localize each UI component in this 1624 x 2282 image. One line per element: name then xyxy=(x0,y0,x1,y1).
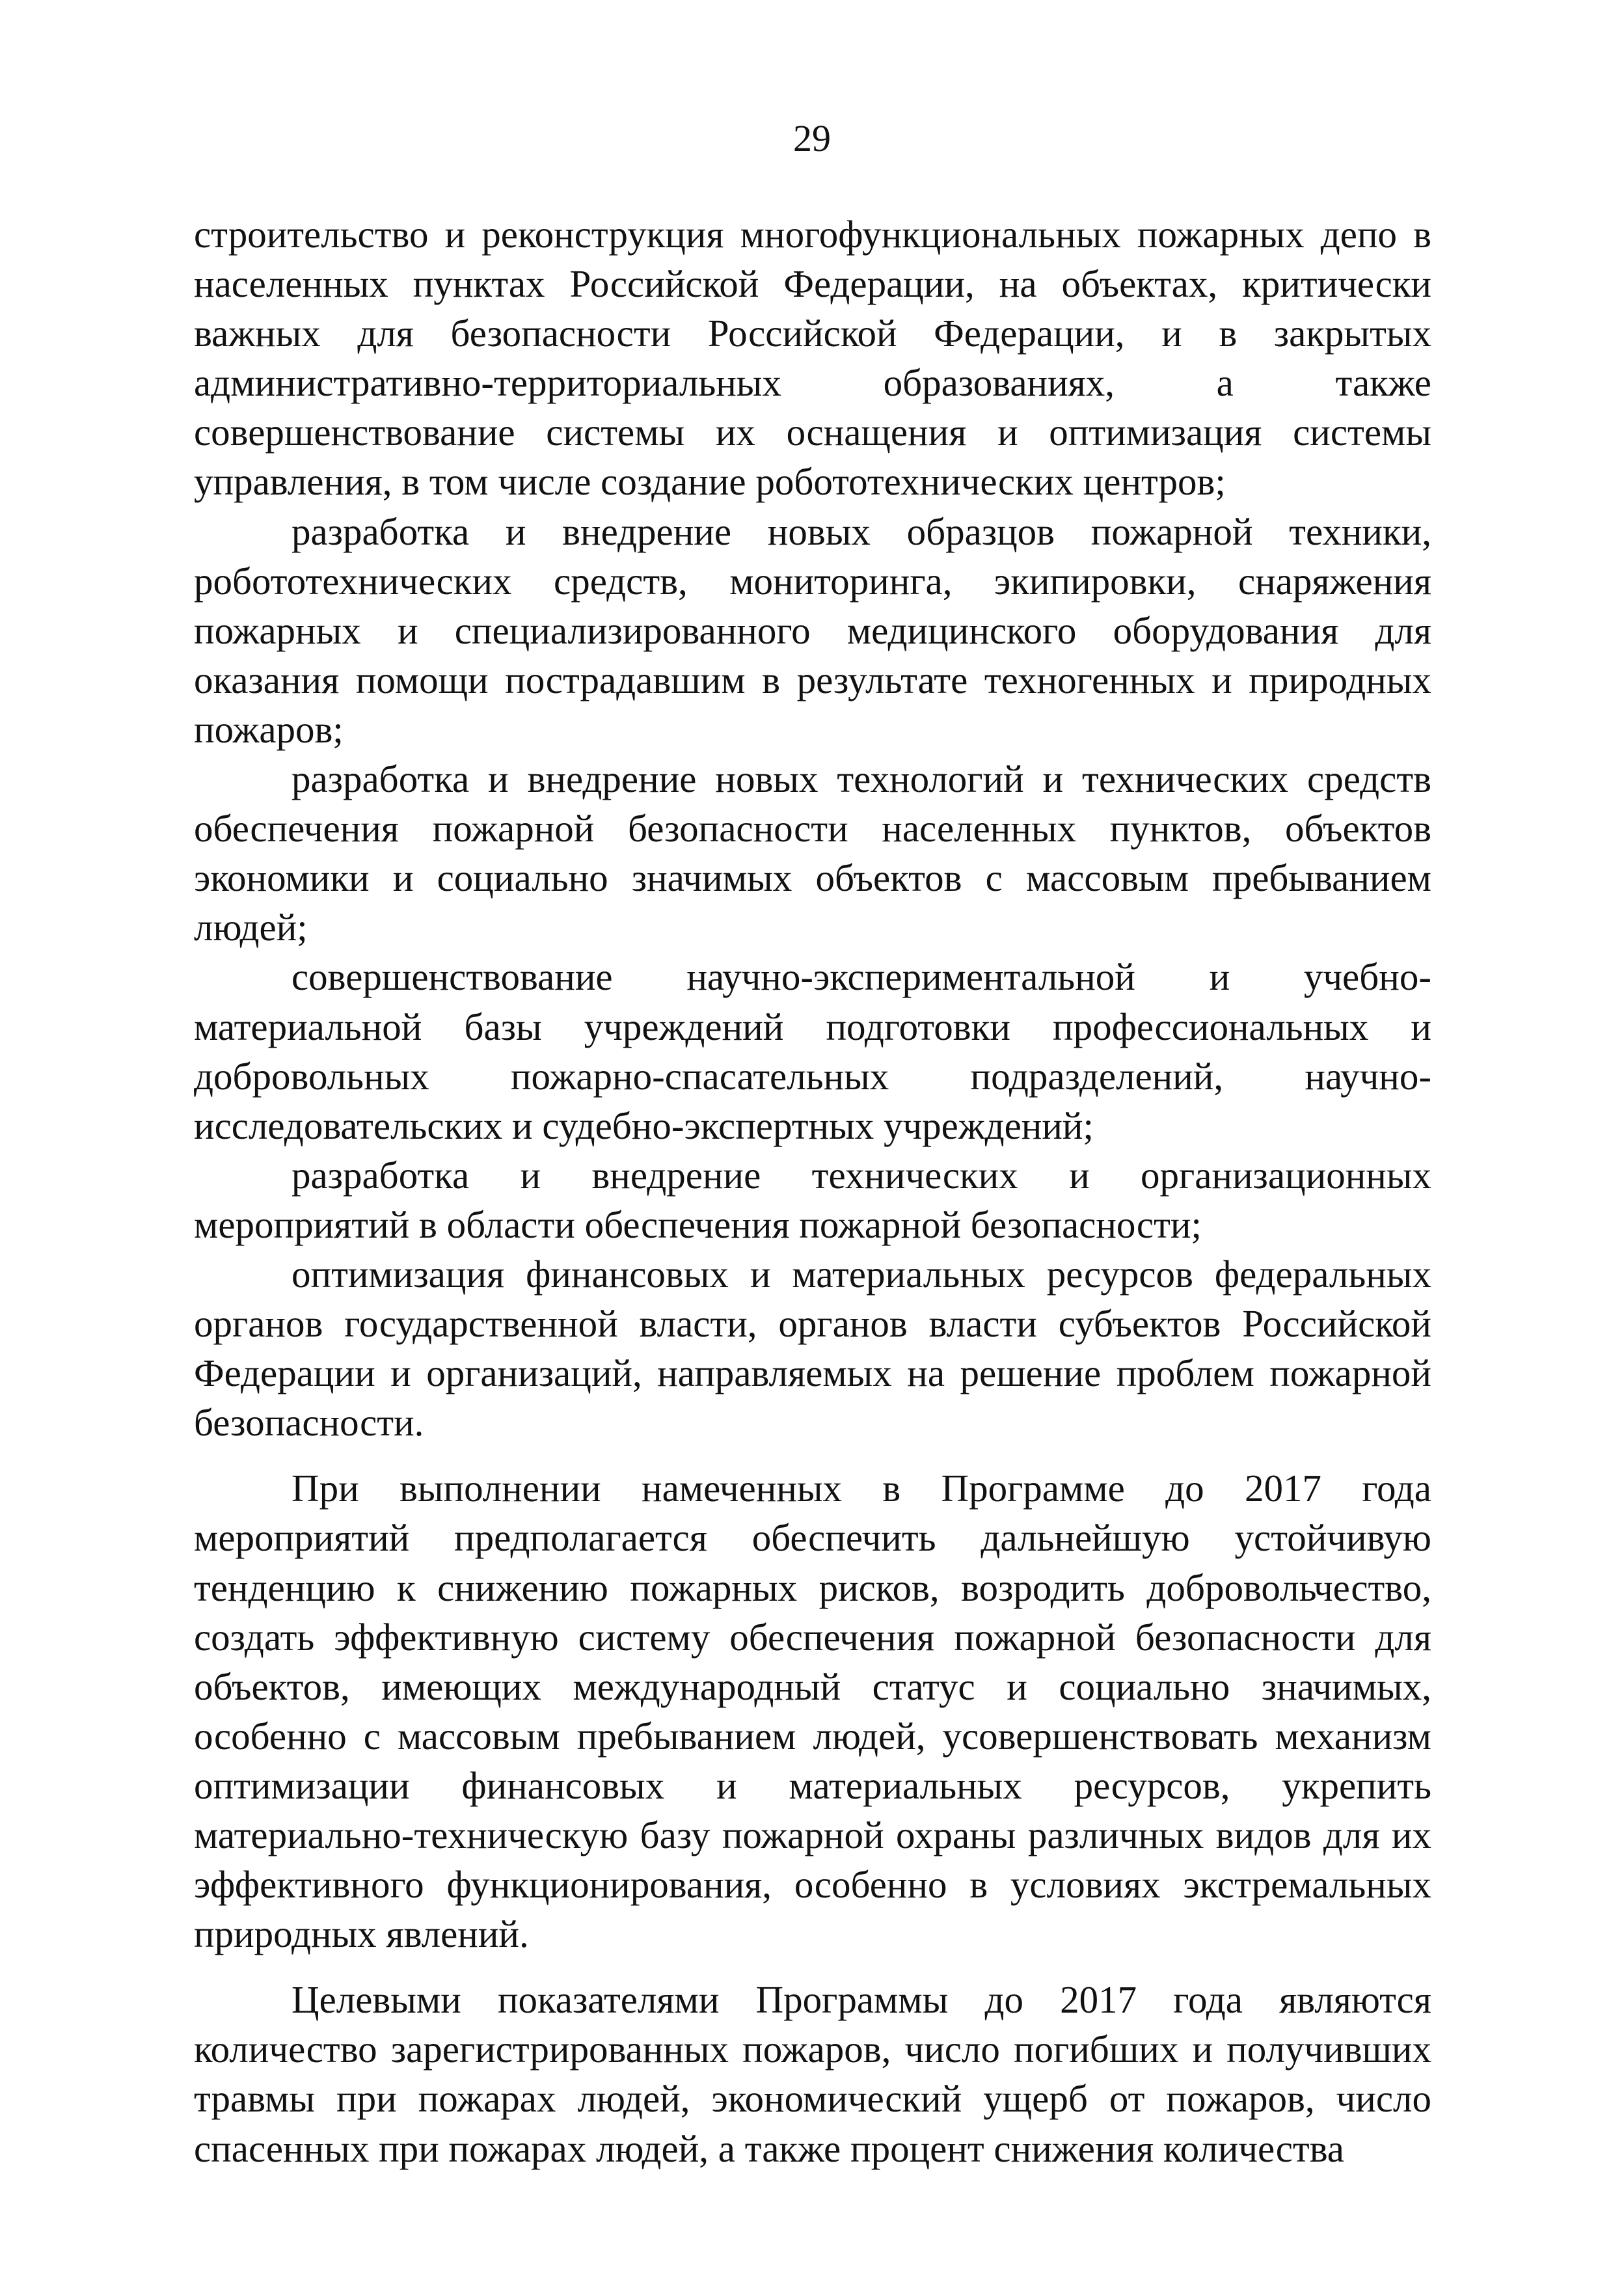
paragraph-2: разработка и внедрение новых образцов пожарной техники, робототехнических средств, мониторинга, экипировки, снаряжения пожарных и специализированного медицинского оборудования для оказания помощи пострадавшим в результате техногенных и природных пожаров; xyxy=(194,509,1431,751)
paragraph-6: оптимизация финансовых и материальных ресурсов федеральных органов государственной власти, органов власти субъектов Российской Федерации и организаций, направляемых на решение проблем пожарной безопасности. xyxy=(194,1252,1431,1445)
paragraph-3: разработка и внедрение новых технологий и технических средств обеспечения пожарной безопасности населенных пунктов, объектов экономики и социально значимых объектов с массовым пребыванием людей; xyxy=(194,757,1431,949)
paragraph-5: разработка и внедрение технических и организационных мероприятий в области обеспечения пожарной безопасности; xyxy=(194,1153,1431,1246)
paragraph-7: При выполнении намеченных в Программе до 2017 года мероприятий предполагается обеспечить дальнейшую устойчивую тенденцию к снижению пожарных рисков, возродить добровольчество, создать эффективную систему обеспечения пожарной безопасности для объектов, имеющих международный статус и социально значимых, особенно с массовым пребыванием людей, усовершенствовать механизм оптимизации финансовых и материальных ресурсов, укрепить материально-техническую базу пожарной охраны различных видов для их эффективного функционирования, особенно в условиях экстремальных природных явлений. xyxy=(194,1467,1431,1956)
paragraph-4: совершенствование научно-экспериментальной и учебно-материальной базы учреждений подготовки профессиональных и добровольных пожарно-спасательных подразделений, научно-исследовательских и судебно-экспертных учреждений; xyxy=(194,955,1431,1147)
document-body xyxy=(194,210,1431,2173)
paragraph-1: строительство и реконструкция многофункциональных пожарных депо в населенных пунктах Российской Федерации, на объектах, критически важных для безопасности Российской Федерации, и в закрытых административно-территориальных образованиях, а также совершенствование системы их оснащения и оптимизация системы управления, в том числе создание робототехнических центров; xyxy=(194,213,1431,504)
page-number: 29 xyxy=(793,117,831,159)
paragraph-8: Целевыми показателями Программы до 2017 года являются количество зарегистрированных пожаров, число погибших и получивших травмы при пожарах людей, экономический ущерб от пожаров, число спасенных при пожарах людей, а также процент снижения количества xyxy=(194,1978,1431,2170)
